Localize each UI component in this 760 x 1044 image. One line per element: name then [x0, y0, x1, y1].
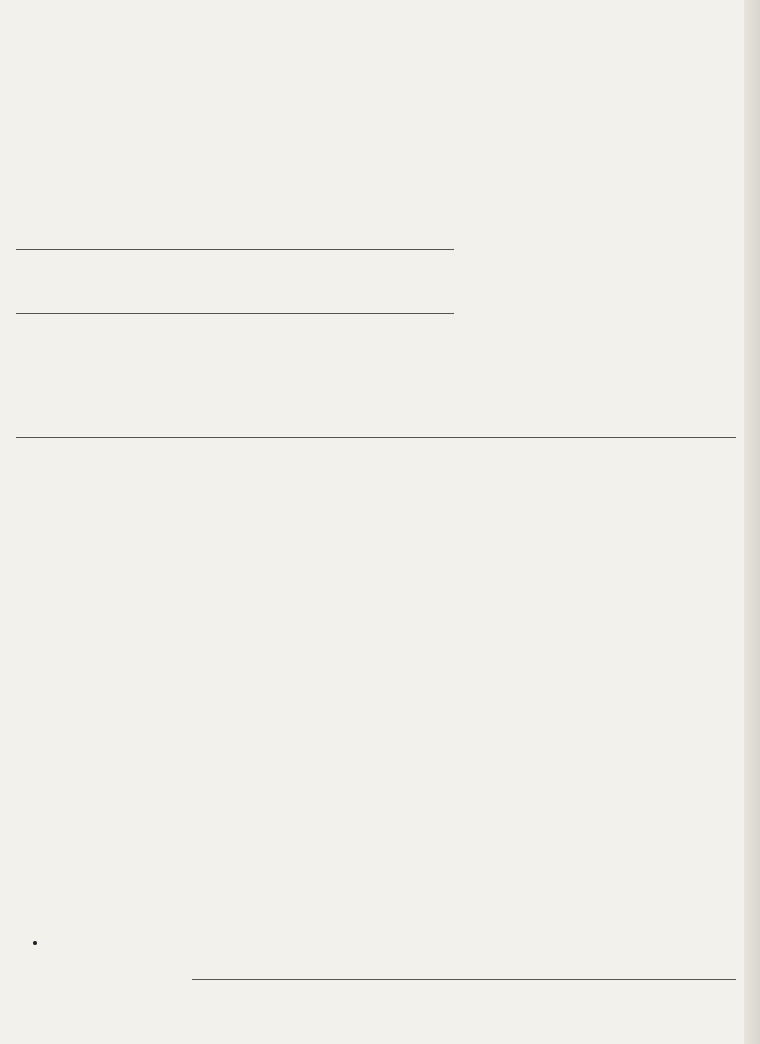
- peerie-paragraph: [196, 81, 456, 97]
- print-mark: [33, 941, 37, 945]
- border-paragraph: [478, 95, 736, 111]
- text-column-1: [196, 81, 456, 97]
- divider: [16, 437, 736, 438]
- page-binding: [744, 0, 760, 1044]
- page-header: [196, 30, 208, 42]
- divider: [16, 313, 454, 314]
- divider: [192, 979, 736, 980]
- divider: [16, 249, 454, 250]
- text-column-2: [478, 81, 736, 111]
